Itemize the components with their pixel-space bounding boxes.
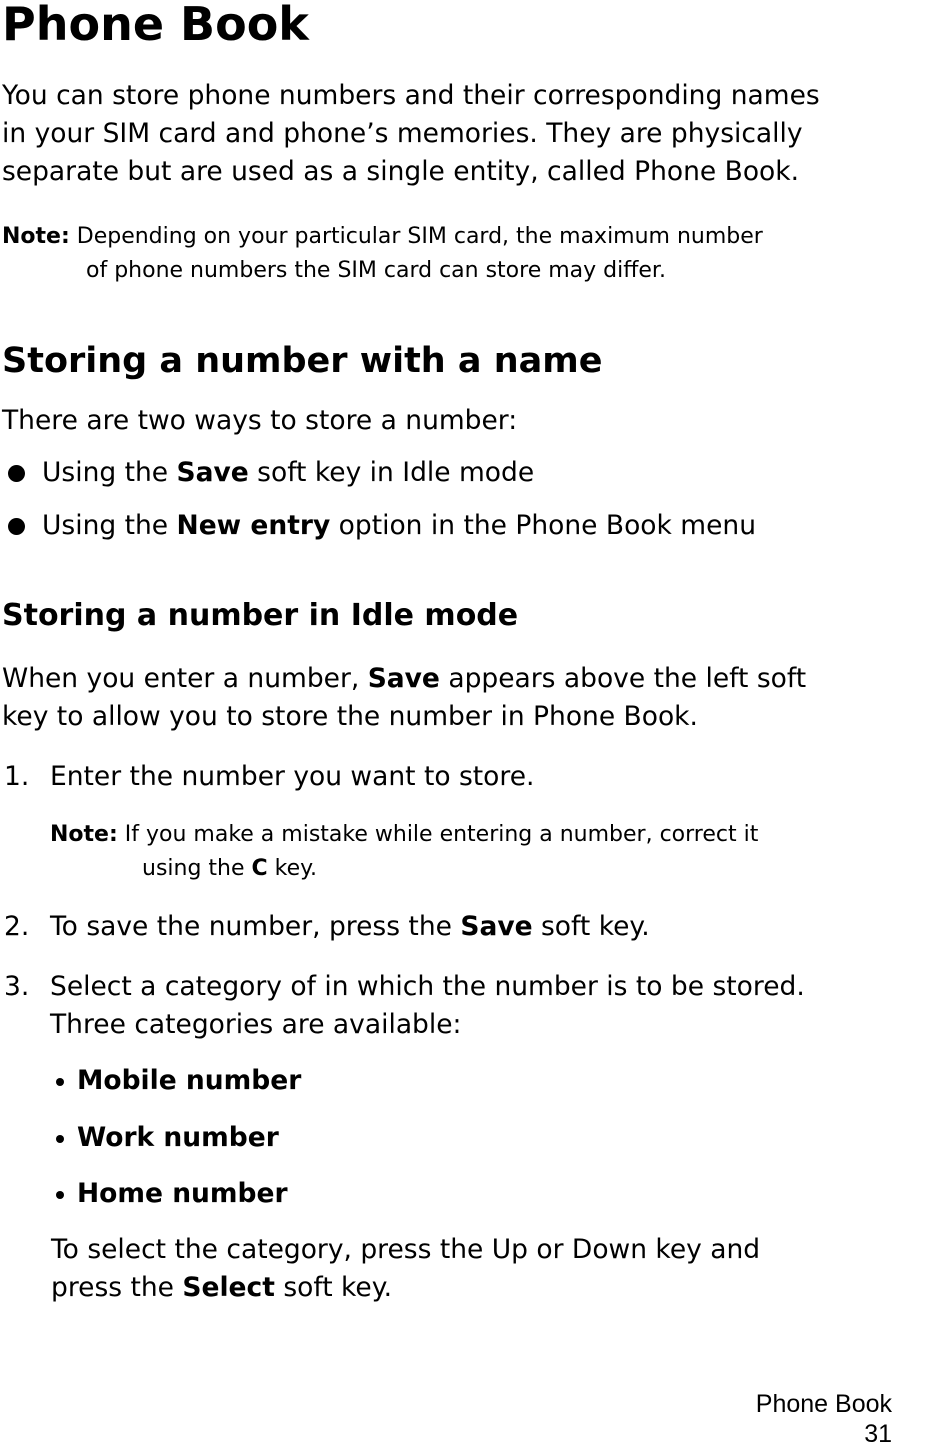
intro-line: separate but are used as a single entity, called Phone Book. [2, 156, 800, 187]
note-sim-capacity [2, 220, 763, 288]
bullet-text: Using the [42, 510, 177, 541]
bullet-text: option in the Phone Book menu [330, 510, 756, 541]
category-label: Mobile number [77, 1065, 302, 1096]
bullet-item [0, 454, 940, 492]
intro-line: in your SIM card and phone’s memories. They are physically [2, 118, 803, 149]
note-text: Depending on your particular SIM card, the maximum number [76, 224, 763, 249]
para-text: key to allow you to store the number in Phone Book. [2, 701, 698, 732]
section1-intro: There are two ways to store a number: [2, 405, 518, 436]
para-text: When you enter a number, [2, 663, 368, 694]
section-heading-storing-in-idle-mode: Storing a number in Idle mode [2, 598, 519, 633]
note-text: If you make a mistake while entering a number, correct it [124, 822, 759, 847]
bullet-item [0, 507, 940, 545]
note-text: using the [142, 856, 252, 881]
footer-page-number: 31 [864, 1420, 892, 1448]
category-item-home [50, 1175, 850, 1213]
step-text: Three categories are available: [50, 1009, 462, 1040]
note-label: Note: [50, 822, 118, 847]
step-bold-text: Save [460, 911, 533, 942]
step-item [0, 908, 940, 946]
note-bold-text: C [251, 856, 268, 881]
bullet-icon [56, 1135, 64, 1143]
step-text: Select a category of in which the number is to be stored. [50, 971, 805, 1002]
step-number: 3. [4, 971, 30, 1002]
idle-mode-paragraph [2, 660, 806, 736]
bullet-icon [8, 465, 25, 482]
para-bold-text: Save [367, 663, 440, 694]
step-item [0, 968, 940, 1044]
bullet-text: soft key in Idle mode [248, 457, 535, 488]
note-mistake [50, 818, 758, 886]
bullet-icon [56, 1078, 64, 1086]
step-text: Enter the number you want to store. [50, 761, 535, 792]
page-title: Phone Book [2, 0, 309, 51]
category-label: Home number [77, 1178, 288, 1209]
para-text: To select the category, press the Up or Down key and [51, 1234, 761, 1265]
bullet-icon [8, 518, 25, 535]
note-text: of phone numbers the SIM card can store may differ. [86, 258, 666, 283]
para-bold-text: Select [182, 1272, 275, 1303]
step-text: soft key. [532, 911, 650, 942]
step-item [0, 758, 940, 796]
step-text: To save the number, press the [50, 911, 461, 942]
bullet-bold-text: Save [176, 457, 249, 488]
step-number: 2. [4, 911, 30, 942]
para-text: press the [51, 1272, 183, 1303]
intro-paragraph [2, 77, 820, 191]
para-text: soft key. [274, 1272, 393, 1303]
category-item-mobile [50, 1062, 850, 1100]
step-number: 1. [4, 761, 30, 792]
bullet-icon [56, 1191, 64, 1199]
bullet-bold-text: New entry [176, 510, 331, 541]
intro-line: You can store phone numbers and their corresponding names [2, 80, 820, 111]
category-item-work [50, 1119, 850, 1157]
category-label: Work number [77, 1122, 279, 1153]
para-text: appears above the left soft [439, 663, 807, 694]
footer-section-name: Phone Book [755, 1390, 892, 1418]
note-text: key. [267, 856, 318, 881]
section-heading-storing-number-with-name: Storing a number with a name [2, 341, 603, 381]
bullet-text: Using the [42, 457, 177, 488]
closing-paragraph [51, 1231, 760, 1307]
note-label: Note: [2, 224, 70, 249]
